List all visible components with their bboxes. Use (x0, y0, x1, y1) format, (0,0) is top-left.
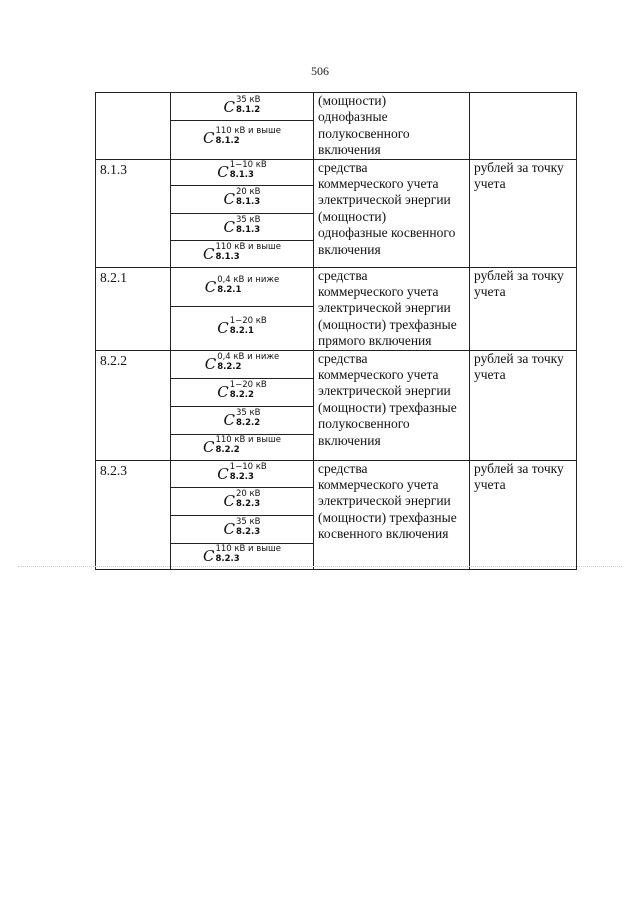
unit-line: рублей за точку (474, 159, 564, 175)
unit-line: учета (474, 176, 506, 192)
description-line: косвенного включения (318, 526, 449, 542)
rate-symbol-base: C (202, 438, 215, 457)
rate-symbols-cell (171, 93, 314, 160)
rate-symbol-voltage: 35 кВ (236, 94, 261, 105)
rate-symbol (205, 353, 280, 375)
rate-symbol-index: 8.2.2 (217, 362, 242, 373)
rate-symbol-row (171, 213, 313, 240)
rate-symbol (203, 436, 281, 458)
rate-symbol-base: C (217, 383, 229, 402)
description-line: коммерческого учета (318, 176, 439, 192)
rate-symbol-base: C (223, 217, 235, 236)
row-code: 8.1.3 (96, 159, 171, 267)
description-line: (мощности) (318, 208, 387, 224)
rate-symbol-base: C (202, 547, 215, 566)
rate-symbols-cell (171, 267, 314, 350)
rate-symbol-base: C (223, 411, 235, 430)
rate-symbol-row (171, 406, 313, 434)
rate-symbol-index: 8.1.3 (229, 170, 254, 181)
description-line: включения (318, 142, 381, 158)
rate-symbol-index: 8.2.2 (215, 445, 240, 456)
rate-symbol (205, 276, 280, 298)
rate-symbols-cell (171, 460, 314, 569)
rate-symbol-voltage: 35 кВ (236, 408, 261, 419)
rate-symbol (203, 545, 281, 567)
rate-symbol-index: 8.1.2 (215, 136, 240, 146)
description-line: полукосвенного (318, 416, 410, 432)
unit-line: учета (474, 367, 506, 383)
rate-symbol (203, 243, 281, 265)
rate-symbol-voltage: 35 кВ (236, 517, 261, 528)
row-unit (470, 460, 577, 569)
rate-symbol-voltage: 0,4 кВ и ниже (217, 352, 280, 363)
rate-symbol-index: 8.1.3 (215, 251, 240, 262)
rate-symbol-base: C (202, 129, 215, 147)
rate-symbol-base: C (204, 277, 217, 296)
rate-symbol (203, 127, 281, 149)
rate-symbol-voltage: 0,4 кВ и ниже (217, 274, 280, 285)
rate-symbol-base: C (217, 464, 229, 483)
rate-symbol-row (171, 240, 313, 267)
row-description (314, 350, 470, 460)
unit-line: учета (474, 477, 506, 493)
rate-symbol-row (171, 185, 313, 213)
rate-symbol-row (171, 160, 313, 185)
rate-symbol-base: C (217, 163, 229, 182)
rate-symbol-base: C (217, 318, 229, 337)
unit-line: учета (474, 284, 506, 300)
description-line: полукосвенного (318, 125, 410, 141)
rate-symbol-base: C (223, 492, 235, 511)
rate-symbol-row (171, 93, 313, 120)
description-line: однофазные (318, 109, 388, 125)
rate-symbol-index: 8.2.2 (229, 390, 254, 401)
rate-symbol-row (171, 268, 313, 306)
rate-symbol (217, 161, 267, 183)
rate-symbol-voltage: 110 кВ и выше (215, 544, 282, 555)
rate-symbol-index: 8.1.2 (236, 104, 261, 115)
description-line: электрической энергии (318, 493, 451, 509)
rate-symbol-index: 8.2.1 (229, 325, 254, 336)
row-description (314, 460, 470, 569)
rate-symbol-voltage: 110 кВ и выше (215, 126, 282, 136)
row-code: 8.2.2 (96, 350, 171, 460)
rate-symbol-voltage: 110 кВ и выше (215, 241, 282, 252)
description-line: электрической энергии (318, 300, 451, 316)
rate-symbols-cell (171, 159, 314, 267)
rate-symbol-voltage: 1−20 кВ (229, 380, 267, 391)
rate-symbol-base: C (223, 97, 235, 116)
description-line: включения (318, 241, 381, 257)
rate-symbol-row (171, 487, 313, 515)
rate-symbol (224, 490, 261, 512)
rate-symbol-row (171, 378, 313, 406)
rate-symbol-index: 8.2.2 (236, 418, 261, 429)
table-row (96, 159, 577, 267)
rate-symbol-index: 8.1.3 (236, 224, 261, 235)
description-line: коммерческого учета (318, 284, 439, 300)
table-row (96, 350, 577, 460)
rate-symbol-row (171, 306, 313, 349)
rate-symbol-row (171, 461, 313, 487)
description-line: электрической энергии (318, 383, 451, 399)
description-line: однофазные косвенного (318, 225, 456, 241)
table-row (96, 460, 577, 569)
rate-symbol-index: 8.2.1 (217, 284, 242, 295)
rate-symbol-row (171, 120, 313, 155)
rate-symbol-row (171, 515, 313, 543)
row-unit (470, 350, 577, 460)
tariff-table (95, 92, 577, 570)
rate-symbol-voltage: 20 кВ (236, 187, 261, 198)
rate-symbol (224, 216, 261, 238)
description-line: включения (318, 432, 381, 448)
rate-symbol-index: 8.2.3 (215, 554, 240, 565)
row-code (96, 93, 171, 160)
unit-line: рублей за точку (474, 267, 564, 283)
description-line: (мощности) (318, 93, 387, 108)
rate-symbol-index: 8.2.3 (236, 527, 261, 538)
rate-symbol-base: C (223, 190, 235, 209)
rate-symbol-base: C (223, 520, 235, 539)
row-description (314, 93, 470, 160)
rate-symbol-row (171, 351, 313, 378)
rate-symbol (217, 381, 267, 403)
rate-symbol-base: C (204, 355, 217, 374)
description-line: коммерческого учета (318, 367, 439, 383)
description-line: средства (318, 460, 368, 476)
row-unit (470, 267, 577, 350)
rate-symbol-voltage: 20 кВ (236, 489, 261, 500)
rate-symbol (224, 188, 261, 210)
rate-symbol-voltage: 35 кВ (236, 214, 261, 225)
rate-symbol-index: 8.2.3 (229, 471, 254, 482)
rate-symbol-voltage: 1−10 кВ (229, 160, 267, 171)
rate-symbol-voltage: 1−10 кВ (229, 461, 267, 472)
description-line: средства (318, 267, 368, 283)
page-number: 506 (311, 64, 329, 78)
description-line: средства (318, 159, 368, 175)
rate-symbol-row (171, 543, 313, 569)
rate-symbol-voltage: 110 кВ и выше (215, 435, 282, 446)
tariff-table-body (96, 93, 577, 570)
rate-symbol (217, 317, 267, 339)
rate-symbol-row (171, 434, 313, 460)
rate-symbols-cell (171, 350, 314, 460)
description-line: электрической энергии (318, 192, 451, 208)
rate-symbol (224, 96, 261, 118)
description-line: (мощности) трехфазные (318, 509, 457, 525)
row-description (314, 159, 470, 267)
table-row (96, 267, 577, 350)
table-row (96, 93, 577, 160)
rate-symbol (224, 518, 261, 540)
description-line: (мощности) трехфазные (318, 316, 457, 332)
row-code: 8.2.3 (96, 460, 171, 569)
rate-symbol-index: 8.2.3 (236, 499, 261, 510)
row-unit (470, 93, 577, 160)
row-unit (470, 159, 577, 267)
description-line: (мощности) трехфазные (318, 399, 457, 415)
description-line: коммерческого учета (318, 477, 439, 493)
page-divider (18, 566, 622, 567)
row-description (314, 267, 470, 350)
description-line: средства (318, 350, 368, 366)
rate-symbol (217, 463, 267, 485)
row-code: 8.2.1 (96, 267, 171, 350)
rate-symbol-index: 8.1.3 (236, 197, 261, 208)
rate-symbol-base: C (202, 244, 215, 263)
rate-symbol-voltage: 1−20 кВ (229, 315, 267, 326)
unit-line: рублей за точку (474, 460, 564, 476)
unit-line: рублей за точку (474, 350, 564, 366)
rate-symbol (224, 409, 261, 431)
description-line: прямого включения (318, 333, 432, 349)
